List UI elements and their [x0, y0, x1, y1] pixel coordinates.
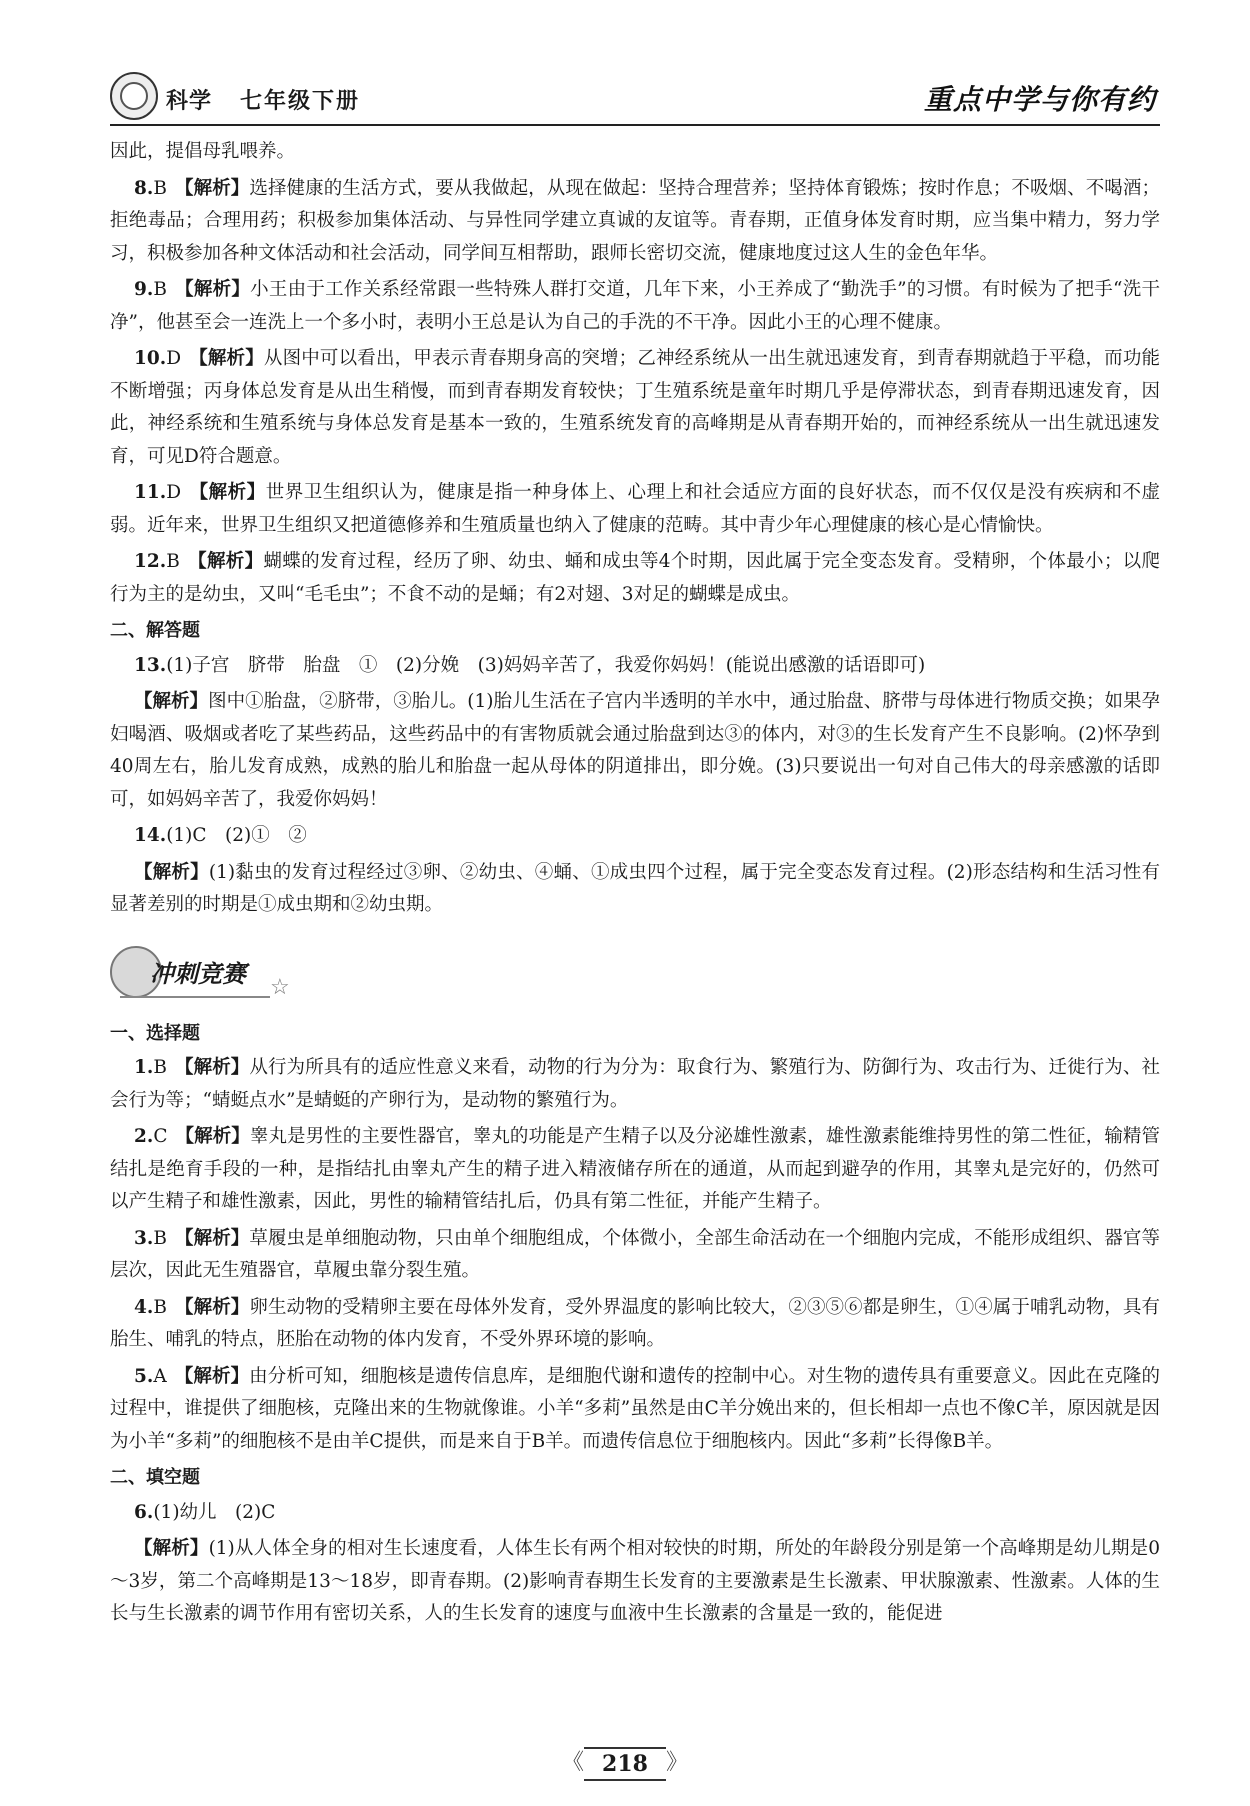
answer-choice: B	[166, 551, 180, 572]
question-number: 14.	[134, 825, 167, 846]
analysis-paragraph	[110, 857, 1160, 922]
school-logo-icon	[110, 72, 158, 120]
answer-choice: D	[166, 482, 182, 503]
answer-item	[110, 546, 1160, 611]
answer-choice: B	[153, 279, 167, 300]
body-text: (1)从人体全身的相对生长速度看，人体生长有两个相对较快的时期，所处的年龄段分别是第一个高峰期是幼儿期是0～3岁，第二个高峰期是13～18岁，即青春期。(2)影响青春期生长发育的主要激素是生长激素、甲状腺激素、性激素。人体的生长与生长激素的调节作用有密切关系，人的生长发育的速度与血液中生长激素的含量是一致的，能促进	[110, 1538, 1160, 1624]
page-header	[110, 68, 1160, 126]
answer-item	[110, 274, 1160, 339]
section-heading: 二、解答题	[110, 620, 200, 641]
paragraph: 因此，提倡母乳喂养。	[110, 141, 296, 162]
divider	[120, 996, 270, 998]
analysis-paragraph	[110, 1533, 1160, 1631]
question-number: 9.	[134, 279, 154, 300]
body-text: 图中①胎盘，②脐带，③胎儿。(1)胎儿生活在子宫内半透明的羊水中，通过胎盘、脐带与母体进行物质交换；如果孕妇喝酒、吸烟或者吃了某些药品，这些药品中的有害物质就会通过胎盘到达③的体内，对③的生长发育产生不良影响。(2)怀孕到40周左右，胎儿发育成熟，成熟的胎儿和胎盘一起从母体的阴道排出，即分娩。(3)只要说出一句对自己伟大的母亲感激的话即可，如妈妈辛苦了，我爱你妈妈！	[110, 691, 1160, 810]
answer-choice: B	[153, 177, 167, 199]
analysis-tag: 【解析】	[174, 1227, 250, 1249]
body-text: 卵生动物的受精卵主要在母体外发育，受外界温度的影响比较大，②③⑤⑥都是卵生，①④属于哺乳动物，具有胎生、哺乳的特点，胚胎在动物的体内发育，不受外界环境的影响。	[110, 1296, 1160, 1350]
answer-item	[110, 1361, 1160, 1459]
body-text: 从行为所具有的适应性意义来看，动物的行为分为：取食行为、繁殖行为、防御行为、攻击行为、迁徙行为、社会行为等；“蜻蜓点水”是蜻蜓的产卵行为，是动物的繁殖行为。	[110, 1057, 1160, 1111]
answer-item	[110, 477, 1160, 542]
answer-choice: B	[153, 1296, 167, 1318]
right-ornament-icon: 》	[665, 1750, 688, 1775]
page-content	[110, 136, 1160, 1635]
analysis-paragraph	[110, 686, 1160, 816]
body-text: 草履虫是单细胞动物，只由单个细胞组成，个体微小，全部生命活动在一个细胞内完成，不能形成组织、器官等层次，因此无生殖器官，草履虫靠分裂生殖。	[110, 1227, 1160, 1281]
question-number: 4.	[134, 1296, 154, 1318]
analysis-tag: 【解析】	[134, 861, 209, 883]
page-number: 《 218 》	[525, 1747, 725, 1783]
header-grade: 七年级下册	[240, 89, 361, 114]
analysis-tag: 【解析】	[174, 177, 250, 199]
analysis-tag: 【解析】	[187, 551, 264, 572]
answer-choice: D	[166, 348, 182, 369]
header-brand: 重点中学与你有约	[923, 83, 1156, 116]
analysis-tag: 【解析】	[189, 482, 266, 503]
sprint-banner	[110, 942, 1160, 1004]
analysis-tag: 【解析】	[134, 691, 209, 712]
answer-item	[110, 1497, 1160, 1530]
body-text: (1)C (2)① ②	[166, 825, 307, 846]
answer-item	[110, 173, 1160, 271]
analysis-tag: 【解析】	[134, 1538, 209, 1559]
header-subject: 科学	[166, 89, 213, 114]
answer-item	[110, 343, 1160, 473]
answers-section-top	[110, 136, 1160, 922]
answers-section-bottom	[110, 1018, 1160, 1631]
question-number: 12.	[134, 551, 167, 572]
body-text: (1)幼儿 (2)C	[153, 1501, 276, 1523]
question-number: 3.	[134, 1227, 154, 1249]
analysis-tag: 【解析】	[174, 1365, 250, 1387]
question-number: 13.	[134, 654, 167, 676]
answer-item	[110, 650, 1160, 683]
question-number: 2.	[134, 1126, 154, 1147]
analysis-tag: 【解析】	[174, 1296, 250, 1318]
question-number: 10.	[134, 348, 167, 369]
body-text: (1)子宫 脐带 胎盘 ① (2)分娩 (3)妈妈辛苦了，我爱你妈妈！(能说出感激的话语即可)	[166, 654, 926, 676]
answer-choice: B	[153, 1057, 167, 1078]
analysis-tag: 【解析】	[175, 1126, 250, 1147]
question-number: 8.	[134, 177, 154, 199]
answer-choice: C	[153, 1126, 168, 1147]
left-ornament-icon: 《	[562, 1750, 585, 1775]
question-number: 11.	[134, 482, 167, 503]
body-text: 世界卫生组织认为，健康是指一种身体上、心理上和社会适应方面的良好状态，而不仅仅是没有疾病和不虚弱。近年来，世界卫生组织又把道德修养和生殖质量也纳入了健康的范畴。其中青少年心理健康的核心是心情愉快。	[110, 482, 1160, 536]
body-text: (1)黏虫的发育过程经过③卵、②幼虫、④蛹、①成虫四个过程，属于完全变态发育过程。(2)形态结构和生活习性有显著差别的时期是①成虫期和②幼虫期。	[110, 861, 1160, 915]
body-text: 从图中可以看出，甲表示青春期身高的突增；乙神经系统从一出生就迅速发育，到青春期就趋于平稳，而功能不断增强；丙身体总发育是从出生稍慢，而到青春期发育较快；丁生殖系统是童年时期几乎是停滞状态，到青春期迅速发育，因此，神经系统和生殖系统与身体总发育是基本一致的，生殖系统发育的高峰期是从青春期开始的，而神经系统从一出生就迅速发育，可见D符合题意。	[110, 348, 1160, 467]
answer-item	[110, 1121, 1160, 1219]
answer-item	[110, 1223, 1160, 1288]
question-number: 5.	[134, 1365, 154, 1387]
answer-item	[110, 820, 1160, 853]
analysis-tag: 【解析】	[174, 1057, 250, 1078]
section-heading: 二、填空题	[110, 1467, 200, 1488]
star-icon: ☆	[270, 974, 290, 1000]
body-text: 由分析可知，细胞核是遗传信息库，是细胞代谢和遗传的控制中心。对生物的遗传具有重要意义。因此在克隆的过程中，谁提供了细胞核，克隆出来的生物就像谁。小羊“多莉”虽然是由C羊分娩出来的，但长相却一点也不像C羊，原因就是因为小羊“多莉”的细胞核不是由羊C提供，而是来自于B羊。而遗传信息位于细胞核内。因此“多莉”长得像B羊。	[110, 1365, 1160, 1452]
sprint-title: 冲刺竞赛	[150, 959, 246, 988]
answer-item	[110, 1292, 1160, 1357]
body-text: 选择健康的生活方式，要从我做起，从现在做起：坚持合理营养；坚持体育锻炼；按时作息；不吸烟、不喝酒；拒绝毒品；合理用药；积极参加集体活动、与异性同学建立真诚的友谊等。青春期，正值身体发育时期，应当集中精力，努力学习，积极参加各种文体活动和社会活动，同学间互相帮助，跟师长密切交流，健康地度过这人生的金色年华。	[110, 177, 1160, 264]
answer-item	[110, 1052, 1160, 1117]
question-number: 1.	[134, 1057, 154, 1078]
answer-choice: A	[153, 1365, 167, 1387]
question-number: 6.	[134, 1501, 154, 1523]
section-heading: 一、选择题	[110, 1022, 200, 1044]
body-text: 小王由于工作关系经常跟一些特殊人群打交道，几年下来，小王养成了“勤洗手”的习惯。有时候为了把手“洗干净”，他甚至会一连洗上一个多小时，表明小王总是认为自己的手洗的不干净。因此小王的心理不健康。	[110, 279, 1160, 333]
answer-choice: B	[153, 1227, 167, 1249]
analysis-tag: 【解析】	[189, 348, 264, 369]
body-text: 睾丸是男性的主要性器官，睾丸的功能是产生精子以及分泌雄性激素，雄性激素能维持男性的第二性征，输精管结扎是绝育手段的一种，是指结扎由睾丸产生的精子进入精液储存所在的通道，从而起到避孕的作用，其睾丸是完好的，仍然可以产生精子和雄性激素，因此，男性的输精管结扎后，仍具有第二性征，并能产生精子。	[110, 1126, 1160, 1212]
body-text: 蝴蝶的发育过程，经历了卵、幼虫、蛹和成虫等4个时期，因此属于完全变态发育。受精卵，个体最小；以爬行为主的是幼虫，又叫“毛毛虫”；不食不动的是蛹；有2对翅、3对足的蝴蝶是成虫。	[110, 551, 1160, 605]
analysis-tag: 【解析】	[174, 279, 251, 300]
